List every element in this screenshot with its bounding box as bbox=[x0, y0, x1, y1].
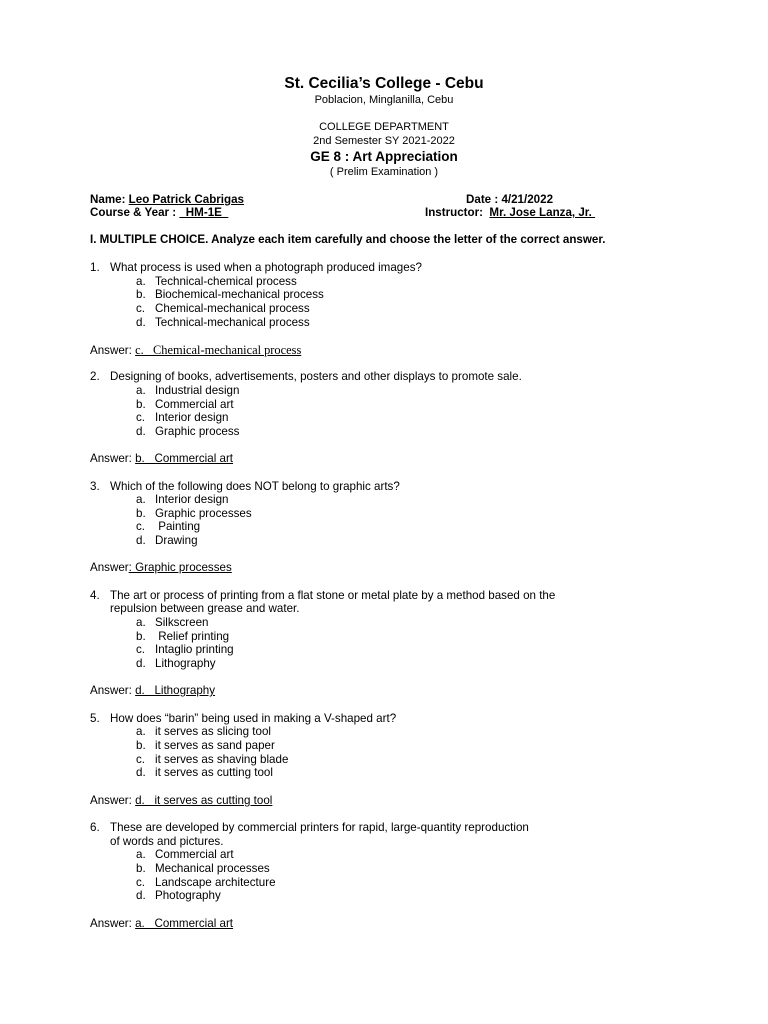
answer-label: Answer: bbox=[90, 344, 136, 357]
question-text: The art or process of printing from a flat stone or metal plate by a method based on the bbox=[110, 589, 556, 602]
option bbox=[136, 289, 324, 301]
question-5 bbox=[90, 713, 396, 725]
option-letter: c. bbox=[136, 302, 146, 315]
option-text: it serves as slicing tool bbox=[155, 725, 271, 738]
option-letter: d. bbox=[136, 425, 146, 438]
question-number: 1. bbox=[90, 261, 100, 274]
exam-type: ( Prelim Examination ) bbox=[329, 166, 439, 178]
option-letter: b. bbox=[136, 507, 146, 520]
option-letter: a. bbox=[136, 275, 146, 288]
option-text: Intaglio printing bbox=[155, 643, 234, 656]
option bbox=[136, 849, 234, 861]
course-value: HM-1E bbox=[179, 206, 229, 219]
date-value: 4/21/2022 bbox=[501, 193, 554, 206]
question-text: Designing of books, advertisements, posters and other displays to promote sale. bbox=[110, 370, 522, 383]
name-field bbox=[90, 194, 244, 206]
question-3 bbox=[90, 481, 400, 493]
instructor-label: Instructor: bbox=[425, 206, 490, 219]
option bbox=[136, 317, 310, 329]
option-text: Interior design bbox=[155, 493, 229, 506]
option-letter: d. bbox=[136, 534, 146, 547]
option-letter: c. bbox=[136, 753, 146, 766]
subject-title: GE 8 : Art Appreciation bbox=[310, 149, 458, 164]
option-text: Photography bbox=[155, 889, 221, 902]
option bbox=[136, 631, 229, 643]
option bbox=[136, 890, 221, 902]
option-letter: c. bbox=[136, 520, 146, 533]
question-text: What process is used when a photograph produced images? bbox=[110, 261, 422, 274]
answer-value: : Graphic processes bbox=[128, 561, 232, 574]
option-text: Graphic process bbox=[155, 425, 240, 438]
option bbox=[136, 726, 271, 738]
school-name: St. Cecilia’s College - Cebu bbox=[284, 75, 484, 92]
option bbox=[136, 617, 208, 629]
semester: 2nd Semester SY 2021-2022 bbox=[313, 135, 455, 147]
question-4 bbox=[90, 590, 555, 602]
option bbox=[136, 863, 270, 875]
option-letter: a. bbox=[136, 616, 146, 629]
question-6-continued: of words and pictures. bbox=[110, 835, 224, 848]
option-letter: d. bbox=[136, 316, 146, 329]
school-address: Poblacion, Minglanilla, Cebu bbox=[314, 94, 454, 106]
option bbox=[136, 426, 239, 438]
question-number: 3. bbox=[90, 480, 100, 493]
answer-label: Answer: bbox=[90, 794, 136, 807]
option-letter: a. bbox=[136, 725, 146, 738]
option-text: it serves as shaving blade bbox=[155, 753, 289, 766]
answer-1 bbox=[90, 344, 301, 357]
option-text: it serves as sand paper bbox=[155, 739, 275, 752]
question-text: How does “barin” being used in making a V-shaped art? bbox=[110, 712, 397, 725]
question-1 bbox=[90, 262, 422, 274]
option-text: Painting bbox=[155, 520, 201, 533]
option-text: Silkscreen bbox=[155, 616, 209, 629]
option-letter: a. bbox=[136, 384, 146, 397]
answer-value: a. Commercial art bbox=[135, 917, 234, 930]
option bbox=[136, 877, 276, 889]
option-text: Mechanical processes bbox=[155, 862, 270, 875]
question-number: 5. bbox=[90, 712, 100, 725]
department: COLLEGE DEPARTMENT bbox=[319, 121, 449, 133]
option-letter: d. bbox=[136, 657, 146, 670]
option-text: Lithography bbox=[155, 657, 216, 670]
option-text: Interior design bbox=[155, 411, 229, 424]
name-value: Leo Patrick Cabrigas bbox=[128, 193, 245, 206]
option-text: Landscape architecture bbox=[155, 876, 276, 889]
answer-label: Answer: bbox=[90, 684, 136, 697]
option-letter: a. bbox=[136, 493, 146, 506]
date-field bbox=[466, 194, 553, 206]
course-label: Course & Year : bbox=[90, 206, 180, 219]
answer-2 bbox=[90, 453, 233, 465]
question-6 bbox=[90, 822, 529, 834]
answer-label: Answer: bbox=[90, 452, 136, 465]
option bbox=[136, 740, 275, 752]
option bbox=[136, 385, 239, 397]
option-letter: b. bbox=[136, 862, 146, 875]
option-letter: b. bbox=[136, 398, 146, 411]
option bbox=[136, 412, 228, 424]
name-label: Name: bbox=[90, 193, 129, 206]
question-number: 6. bbox=[90, 821, 100, 834]
instructor-field bbox=[425, 207, 595, 219]
option-letter: c. bbox=[136, 876, 146, 889]
option bbox=[136, 535, 198, 547]
option bbox=[136, 754, 288, 766]
option-text: Commercial art bbox=[155, 848, 234, 861]
option bbox=[136, 658, 216, 670]
answer-label: Answer: bbox=[90, 917, 136, 930]
option-text: Chemical-mechanical process bbox=[155, 302, 310, 315]
answer-value: c. Chemical-mechanical process bbox=[135, 343, 302, 357]
answer-label: Answer bbox=[90, 561, 129, 574]
course-field bbox=[90, 207, 228, 219]
option-text: Biochemical-mechanical process bbox=[155, 288, 324, 301]
answer-5 bbox=[90, 795, 272, 807]
option-text: it serves as cutting tool bbox=[155, 766, 273, 779]
option-letter: c. bbox=[136, 411, 146, 424]
option bbox=[136, 644, 234, 656]
question-text: Which of the following does NOT belong to graphic arts? bbox=[110, 480, 400, 493]
answer-4 bbox=[90, 685, 215, 697]
option bbox=[136, 521, 200, 533]
option-text: Relief printing bbox=[155, 630, 230, 643]
date-label: Date : bbox=[466, 193, 502, 206]
option-text: Technical-chemical process bbox=[155, 275, 297, 288]
option-text: Technical-mechanical process bbox=[155, 316, 310, 329]
instructions-text: I. MULTIPLE CHOICE. Analyze each item carefully and choose the letter of the correct answer. bbox=[90, 233, 606, 246]
question-2 bbox=[90, 371, 522, 383]
option-letter: b. bbox=[136, 630, 146, 643]
option bbox=[136, 508, 252, 520]
answer-3 bbox=[90, 562, 232, 574]
answer-value: d. it serves as cutting tool bbox=[135, 794, 273, 807]
option-letter: d. bbox=[136, 889, 146, 902]
option bbox=[136, 303, 310, 315]
option-text: Graphic processes bbox=[155, 507, 252, 520]
option bbox=[136, 767, 273, 779]
option-letter: a. bbox=[136, 848, 146, 861]
question-number: 2. bbox=[90, 370, 100, 383]
option bbox=[136, 276, 297, 288]
option-text: Industrial design bbox=[155, 384, 240, 397]
option-letter: d. bbox=[136, 766, 146, 779]
option-text: Drawing bbox=[155, 534, 198, 547]
option-letter: b. bbox=[136, 739, 146, 752]
question-4-continued: repulsion between grease and water. bbox=[110, 602, 300, 615]
option bbox=[136, 494, 228, 506]
instructions bbox=[90, 234, 605, 246]
option-letter: b. bbox=[136, 288, 146, 301]
answer-value: b. Commercial art bbox=[135, 452, 234, 465]
question-number: 4. bbox=[90, 589, 100, 602]
instructor-value: Mr. Jose Lanza, Jr. bbox=[489, 206, 596, 219]
option bbox=[136, 399, 234, 411]
option-letter: c. bbox=[136, 643, 146, 656]
question-text: These are developed by commercial printers for rapid, large-quantity reproduction bbox=[110, 821, 529, 834]
option-text: Commercial art bbox=[155, 398, 234, 411]
answer-6 bbox=[90, 918, 233, 930]
answer-value: d. Lithography bbox=[135, 684, 216, 697]
